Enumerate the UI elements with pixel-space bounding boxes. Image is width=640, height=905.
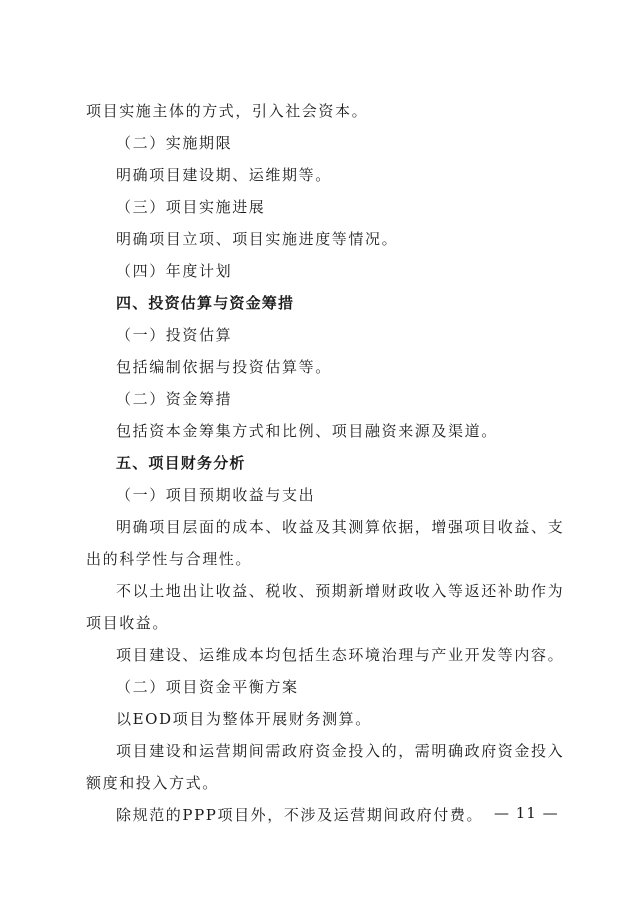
subsection-heading-expected-revenue: （一）项目预期收益与支出 [116, 486, 316, 504]
body-paragraph: 明确项目层面的成本、收益及其测算依据，增强项目收益、支 [116, 518, 565, 536]
body-paragraph-continuation: 出的科学性与合理性。 [86, 550, 253, 568]
subsection-heading-implementation-progress: （三）项目实施进展 [116, 198, 266, 216]
body-paragraph-continuation: 项目收益。 [86, 614, 170, 632]
body-paragraph-continuation: 额度和投入方式。 [86, 774, 219, 792]
body-paragraph: 以EOD项目为整体开展财务测算。 [116, 710, 372, 728]
body-paragraph: 项目建设、运维成本均包括生态环境治理与产业开发等内容。 [116, 646, 565, 664]
body-paragraph: 项目建设和运营期间需政府资金投入的，需明确政府资金投入 [116, 742, 565, 760]
section-heading-investment: 四、投资估算与资金筹措 [116, 294, 295, 312]
body-paragraph: 不以土地出让收益、税收、预期新增财政收入等返还补助作为 [116, 582, 565, 600]
body-paragraph: 明确项目立项、项目实施进度等情况。 [116, 230, 399, 248]
page-number: — 11 — [494, 804, 559, 822]
body-paragraph-continuation: 项目实施主体的方式，引入社会资本。 [86, 102, 369, 120]
body-paragraph: 明确项目建设期、运维期等。 [116, 166, 332, 184]
subsection-heading-investment-estimate: （一）投资估算 [116, 326, 233, 344]
body-paragraph: 包括编制依据与投资估算等。 [116, 358, 332, 376]
body-paragraph: 除规范的PPP项目外，不涉及运营期间政府付费。 [116, 806, 484, 824]
subsection-heading-fund-raising: （二）资金筹措 [116, 390, 233, 408]
subsection-heading-annual-plan: （四）年度计划 [116, 262, 233, 280]
subsection-heading-fund-balance: （二）项目资金平衡方案 [116, 678, 299, 696]
body-paragraph: 包括资本金筹集方式和比例、项目融资来源及渠道。 [116, 422, 498, 440]
section-heading-financial-analysis: 五、项目财务分析 [116, 454, 246, 472]
subsection-heading-implementation-period: （二）实施期限 [116, 134, 233, 152]
